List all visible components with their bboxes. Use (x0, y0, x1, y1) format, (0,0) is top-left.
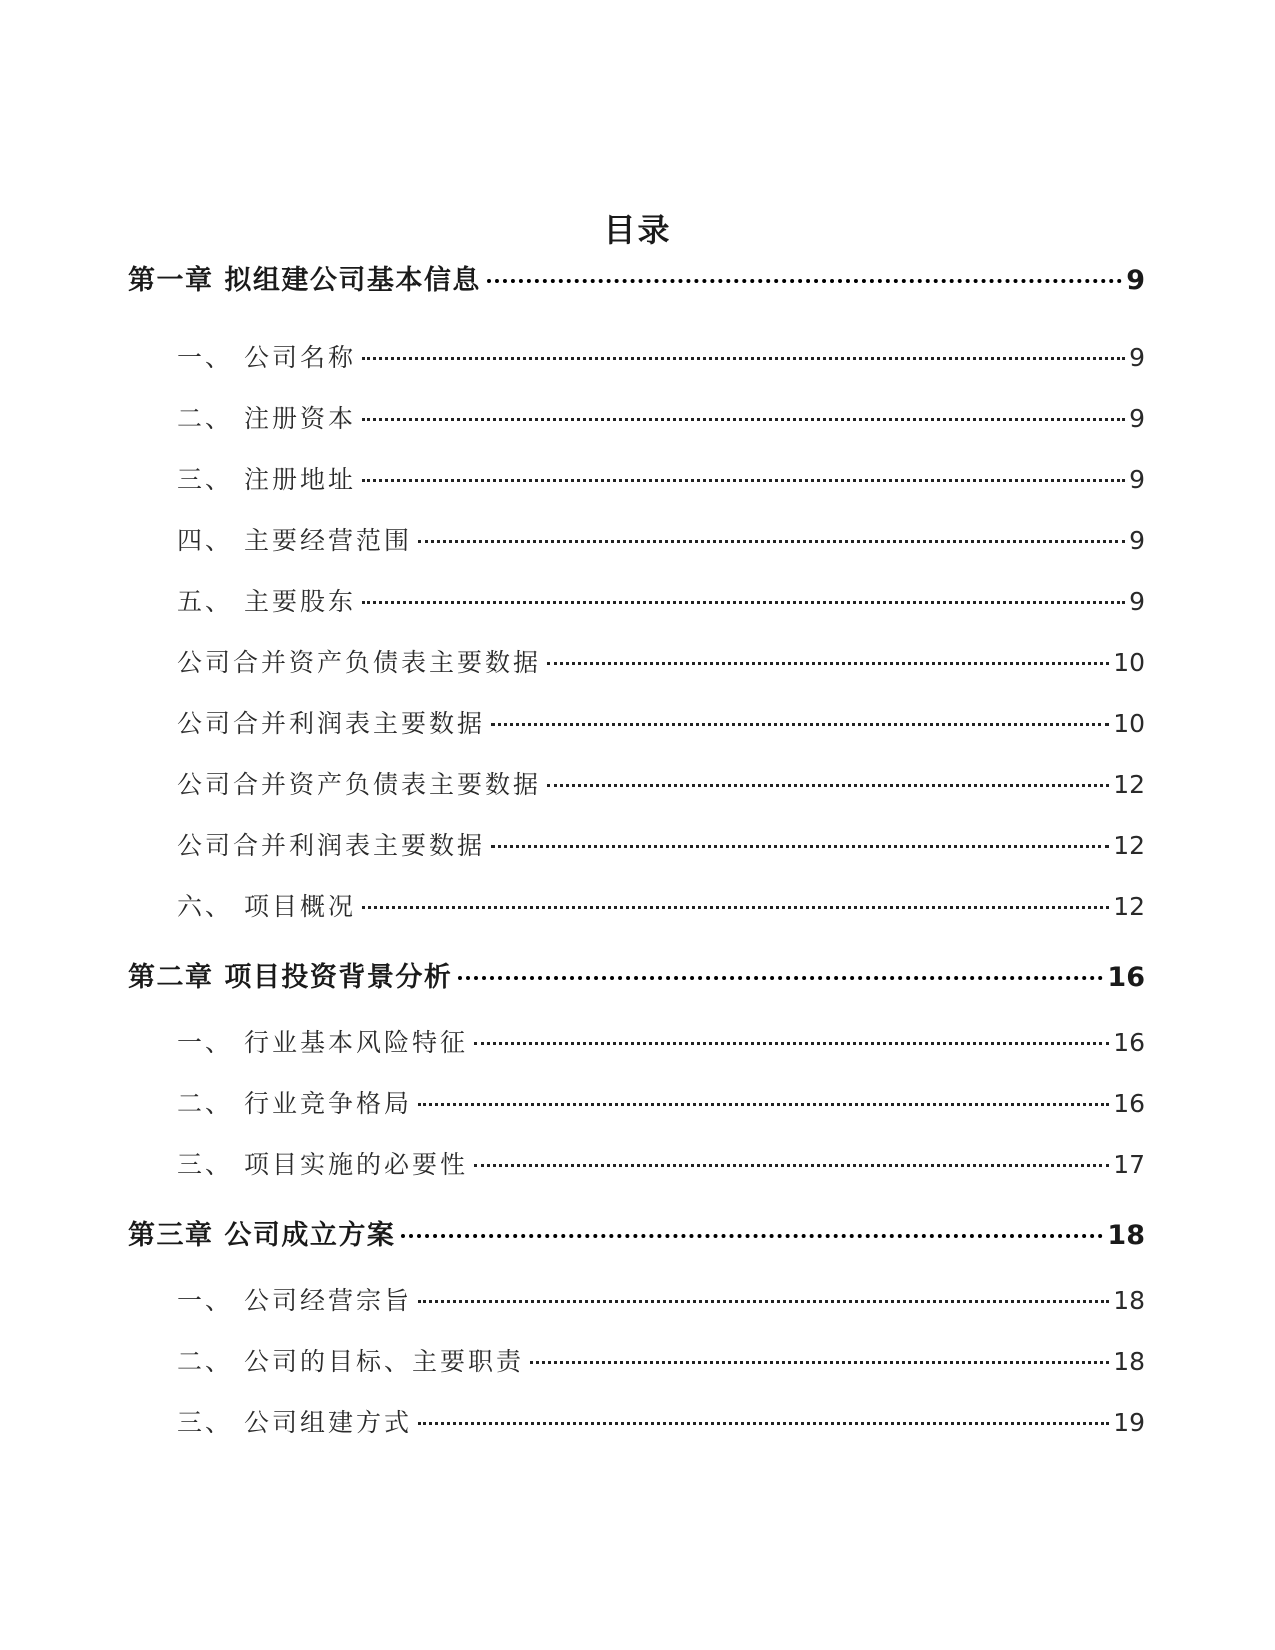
toc-section-entry[interactable] (177, 1403, 1145, 1439)
toc-dot-leader (474, 1164, 1109, 1167)
toc-section-entry[interactable] (177, 399, 1145, 435)
toc-section-entry[interactable] (177, 643, 1145, 679)
toc-section-entry[interactable] (177, 704, 1145, 740)
toc-entry-label: 第二章 项目投资背景分析 (128, 962, 453, 993)
toc-dot-leader (547, 784, 1109, 787)
toc-entry-label: 公司合并资产负债表主要数据 (177, 770, 542, 799)
toc-entry-label: 三、 项目实施的必要性 (177, 1150, 468, 1179)
toc-section-entry[interactable] (177, 582, 1145, 618)
toc-page-number: 16 (1113, 1028, 1145, 1057)
toc-dot-leader (547, 662, 1109, 665)
toc-section-entry[interactable] (177, 1281, 1145, 1317)
toc-page-number: 18 (1107, 1220, 1145, 1251)
toc-entry-label: 五、 主要股东 (177, 587, 356, 616)
toc-dot-leader (418, 1300, 1109, 1303)
toc-page-number: 17 (1113, 1150, 1145, 1179)
toc-section-entry[interactable] (177, 765, 1145, 801)
toc-dot-leader (362, 357, 1125, 360)
toc-dot-leader (418, 1103, 1109, 1106)
toc-section-entry[interactable] (177, 1342, 1145, 1378)
toc-section-entry[interactable] (177, 521, 1145, 557)
toc-entry-label: 公司合并利润表主要数据 (177, 831, 486, 860)
toc-entry-label: 二、 注册资本 (177, 404, 356, 433)
toc-entry-label: 三、 公司组建方式 (177, 1408, 412, 1437)
toc-entry-label: 公司合并利润表主要数据 (177, 709, 486, 738)
toc-page-number: 12 (1113, 770, 1145, 799)
toc-section-entry[interactable] (177, 1084, 1145, 1120)
toc-dot-leader (530, 1361, 1109, 1364)
toc-page-number: 9 (1129, 526, 1145, 555)
toc-entry-label: 一、 公司名称 (177, 343, 356, 372)
toc-dot-leader (362, 906, 1109, 909)
toc-chapter-entry[interactable] (128, 1213, 1145, 1252)
toc-chapter-entry[interactable] (128, 258, 1145, 297)
toc-dot-leader (491, 845, 1109, 848)
toc-dot-leader (401, 1234, 1103, 1238)
toc-page-number: 9 (1129, 465, 1145, 494)
toc-entry-label: 三、 注册地址 (177, 465, 356, 494)
toc-page-number: 18 (1113, 1347, 1145, 1376)
toc-chapter-entry[interactable] (128, 955, 1145, 994)
toc-page-number: 12 (1113, 892, 1145, 921)
toc-page-number: 9 (1129, 404, 1145, 433)
toc-dot-leader (491, 723, 1109, 726)
toc-section-entry[interactable] (177, 887, 1145, 923)
toc-entry-label: 公司合并资产负债表主要数据 (177, 648, 542, 677)
toc-section-entry[interactable] (177, 338, 1145, 374)
toc-dot-leader (474, 1042, 1109, 1045)
toc-section-entry[interactable] (177, 826, 1145, 862)
toc-entry-label: 四、 主要经营范围 (177, 526, 412, 555)
toc-entry-label: 二、 行业竞争格局 (177, 1089, 412, 1118)
toc-entry-label: 二、 公司的目标、主要职责 (177, 1347, 524, 1376)
toc-dot-leader (418, 540, 1125, 543)
toc-dot-leader (487, 279, 1122, 283)
toc-dot-leader (362, 418, 1125, 421)
toc-page-number: 9 (1129, 343, 1145, 372)
toc-entry-label: 一、 公司经营宗旨 (177, 1286, 412, 1315)
toc-page-number: 19 (1113, 1408, 1145, 1437)
toc-page-number: 10 (1113, 709, 1145, 738)
toc-entry-label: 第一章 拟组建公司基本信息 (128, 265, 481, 296)
toc-title: 目录 (603, 211, 672, 249)
toc-dot-leader (458, 976, 1103, 980)
toc-dot-leader (362, 601, 1125, 604)
toc-page-number: 18 (1113, 1286, 1145, 1315)
toc-section-entry[interactable] (177, 1145, 1145, 1181)
toc-page-number: 16 (1107, 962, 1145, 993)
toc-entry-label: 一、 行业基本风险特征 (177, 1028, 468, 1057)
toc-entry-label: 六、 项目概况 (177, 892, 356, 921)
toc-dot-leader (362, 479, 1125, 482)
toc-section-entry[interactable] (177, 1023, 1145, 1059)
toc-page-number: 12 (1113, 831, 1145, 860)
toc-page-number: 10 (1113, 648, 1145, 677)
toc-section-entry[interactable] (177, 460, 1145, 496)
toc-page-number: 16 (1113, 1089, 1145, 1118)
toc-dot-leader (418, 1422, 1109, 1425)
toc-entry-label: 第三章 公司成立方案 (128, 1220, 396, 1251)
toc-page-number: 9 (1129, 587, 1145, 616)
toc-page-number: 9 (1126, 265, 1145, 296)
